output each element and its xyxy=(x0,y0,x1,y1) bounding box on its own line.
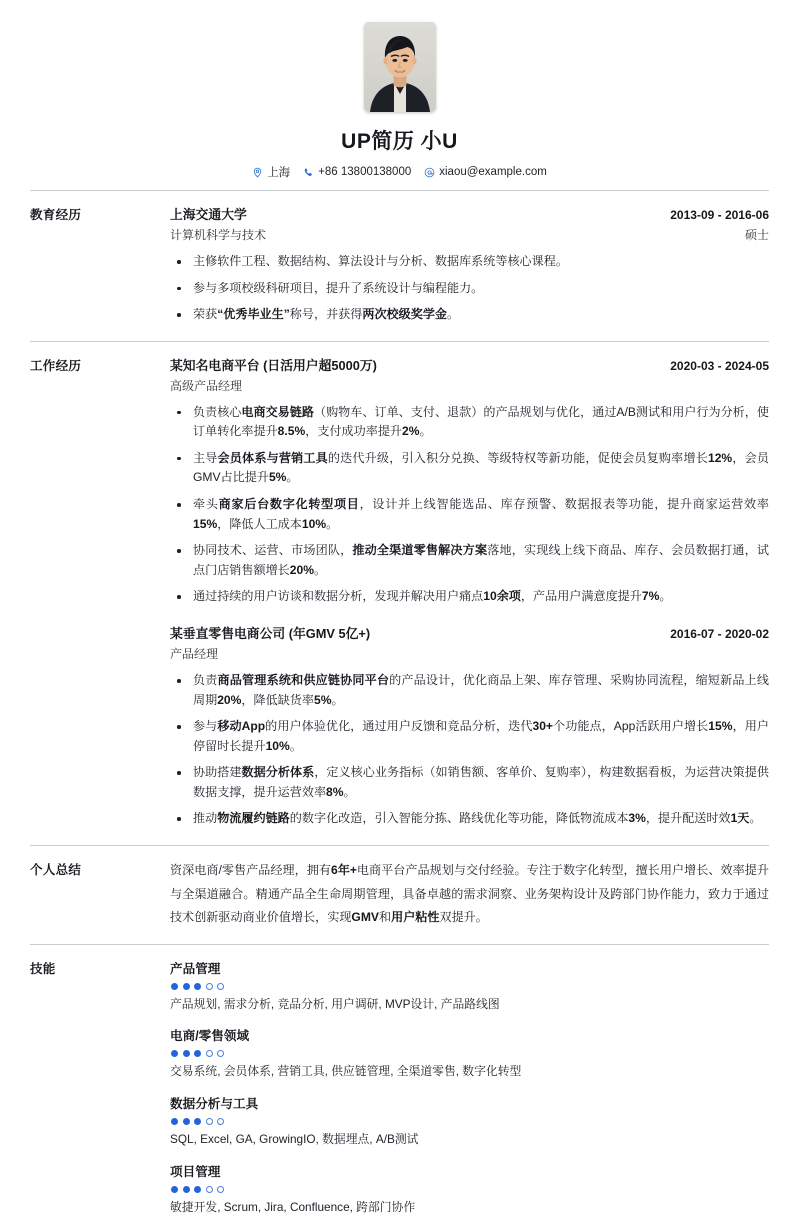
body-text: 的迭代升级，引入积分兑换、等级特权等新功能，促使会员复购率增长 xyxy=(327,450,708,465)
organization-name: 某垂直零售电商公司 (年GMV 5亿+) xyxy=(170,625,371,641)
rating-dot-empty xyxy=(206,1118,213,1125)
role-title: 高级产品经理 xyxy=(170,378,243,393)
date-range: 2020-03 - 2024-05 xyxy=(670,358,769,373)
contact-email-text: xiaou@example.com xyxy=(439,166,547,178)
rating-dot-empty xyxy=(206,983,213,990)
body-text: 荣获 xyxy=(193,307,218,322)
body-text: 主导 xyxy=(193,450,218,465)
achievement-list xyxy=(170,671,769,829)
entry-subheader xyxy=(170,226,769,243)
emphasis-text: 物流履约链路 xyxy=(217,811,290,826)
body-text: 的产品设计，优化商品上架、库存管理、采购协同流程，缩短新品上线周期 xyxy=(193,672,769,707)
emphasis-text: 20% xyxy=(217,692,242,707)
skill-level-rating xyxy=(171,1118,769,1125)
emphasis-text: 15% xyxy=(193,516,218,531)
body-text: 通过持续的用户访谈和数据分析，发现并解决用户痛点 xyxy=(193,589,484,604)
emphasis-text: 5% xyxy=(268,470,287,485)
body-text: 的数字化改造，引入智能分拣、路线优化等功能，降低物流成本 xyxy=(289,811,629,826)
rating-dot-filled xyxy=(183,1050,190,1057)
resume-header xyxy=(30,22,769,190)
skill-block xyxy=(170,1025,769,1081)
rating-dot-filled xyxy=(183,1118,190,1125)
emphasis-text: 6年+ xyxy=(330,862,357,877)
body-text: 。 xyxy=(447,307,460,322)
body-text: 。 xyxy=(326,516,339,531)
emphasis-text: 1天 xyxy=(730,811,750,826)
skill-level-rating xyxy=(171,1050,769,1057)
body-text: ，产品用户满意度提升 xyxy=(520,589,642,604)
body-text: ，会员GMV占比提升 xyxy=(193,450,769,485)
section-content xyxy=(170,204,769,327)
body-text: 。 xyxy=(343,784,356,799)
achievement-item xyxy=(170,449,769,488)
body-text: ，支付成功率提升 xyxy=(305,424,403,439)
entry-header xyxy=(170,355,769,374)
emphasis-text: 8% xyxy=(326,784,344,799)
body-text: 落地，实现线上线下商品、库存、会员数据打通，试点门店销售额增长 xyxy=(193,543,769,577)
body-text: 资深电商/零售产品经理，拥有 xyxy=(170,862,331,877)
emphasis-text: 数据分析体系 xyxy=(241,765,315,780)
candidate-name: UP简历 小U xyxy=(341,130,458,153)
skill-category-name: 项目管理 xyxy=(170,1164,221,1179)
profile-photo xyxy=(364,22,436,112)
emphasis-text: 商品管理系统和供应链协同平台 xyxy=(217,672,390,687)
achievement-item xyxy=(170,279,769,299)
body-text: ，降低缺货率 xyxy=(241,692,314,707)
body-text: 的用户体验优化，通过用户反馈和竞品分析，迭代 xyxy=(265,719,533,734)
achievement-item xyxy=(170,495,769,534)
avatar-container xyxy=(30,22,769,112)
contact-phone-text: +86 13800138000 xyxy=(318,166,412,178)
emphasis-text: 2% xyxy=(402,424,420,439)
experience-entry xyxy=(170,623,769,829)
experience-entry xyxy=(170,204,769,325)
body-text: 协助搭建 xyxy=(193,765,242,780)
skill-level-rating xyxy=(171,983,769,990)
body-text: 。 xyxy=(419,424,432,439)
experience-entry xyxy=(170,355,769,607)
emphasis-text: 5% xyxy=(314,692,332,707)
body-text: 负责 xyxy=(193,672,218,687)
skill-category-name: 电商/零售领域 xyxy=(170,1029,250,1044)
skill-category-name: 产品管理 xyxy=(170,961,221,976)
achievement-item xyxy=(170,763,769,802)
emphasis-text: 10% xyxy=(301,516,327,531)
achievement-item xyxy=(170,809,769,829)
emphasis-text: 用户粘性 xyxy=(391,910,440,925)
skill-keywords: 敏捷开发, Scrum, Jira, Confluence, 跨部门协作 xyxy=(170,1199,416,1214)
body-text: 。 xyxy=(749,811,762,826)
section-title: 工作经历 xyxy=(30,358,82,373)
section-content xyxy=(170,958,769,1217)
rating-dot-filled xyxy=(183,1186,190,1193)
contact-location-text: 上海 xyxy=(267,167,291,179)
rating-dot-empty xyxy=(217,1050,224,1057)
body-text: 负责核心 xyxy=(193,404,242,419)
contact-email xyxy=(420,166,551,178)
body-text: 参与 xyxy=(193,719,218,734)
body-text: 称号，并获得 xyxy=(289,307,363,322)
rating-dot-filled xyxy=(171,1050,178,1057)
emphasis-text: “优秀毕业生” xyxy=(217,307,290,322)
summary-paragraph xyxy=(170,859,769,930)
rating-dot-filled xyxy=(171,983,178,990)
skill-keywords: SQL, Excel, GA, GrowingIO, 数据埋点, A/B测试 xyxy=(170,1132,419,1147)
emphasis-text: 20% xyxy=(289,562,314,577)
organization-name: 上海交通大学 xyxy=(170,207,247,222)
body-text: 主修软件工程、数据结构、算法设计与分析、数据库系统等核心课程。 xyxy=(193,254,568,268)
role-title: 产品经理 xyxy=(170,646,219,661)
role-title: 计算机科学与技术 xyxy=(170,228,267,242)
rating-dot-filled xyxy=(171,1118,178,1125)
rating-dot-empty xyxy=(206,1186,213,1193)
achievement-list xyxy=(170,403,769,607)
rating-dot-filled xyxy=(194,1186,201,1193)
skill-level-rating xyxy=(171,1186,769,1193)
date-range: 2013-09 - 2016-06 xyxy=(670,208,769,222)
emphasis-text: 推动全渠道零售解决方案 xyxy=(352,543,488,558)
achievement-item xyxy=(170,587,769,607)
rating-dot-filled xyxy=(194,1050,201,1057)
emphasis-text: 商家后台数字化转型项目 xyxy=(218,497,360,512)
section-content xyxy=(170,859,769,930)
body-text: 和 xyxy=(378,910,392,925)
skill-block xyxy=(170,1161,769,1217)
body-text: 协同技术、运营、市场团队， xyxy=(193,543,353,558)
resume-section xyxy=(30,341,769,845)
resume-section xyxy=(30,190,769,341)
date-range: 2016-07 - 2020-02 xyxy=(670,626,769,641)
emphasis-text: GMV xyxy=(351,910,379,925)
entry-subheader xyxy=(170,377,769,394)
emphasis-text: 15% xyxy=(708,719,733,734)
body-text: ，定义核心业务指标（如销售额、客单价、复购率），构建数据看板，为运营决策提供数据支撑，提升运营效率 xyxy=(193,765,769,799)
rating-dot-empty xyxy=(217,1118,224,1125)
section-title: 技能 xyxy=(30,961,56,976)
emphasis-text: 8.5% xyxy=(277,424,306,439)
rating-dot-empty xyxy=(206,1050,213,1057)
skill-block xyxy=(170,958,769,1014)
body-text: 。 xyxy=(289,738,302,753)
resume-section xyxy=(30,845,769,944)
body-text: （购物车、订单、支付、退款）的产品规划与优化，通过A/B测试和用户行为分析，使订单转化率提升 xyxy=(193,404,769,439)
degree-label: 硕士 xyxy=(744,228,769,242)
section-content xyxy=(170,355,769,831)
rating-dot-filled xyxy=(171,1186,178,1193)
resume-section xyxy=(30,944,769,1230)
section-title: 教育经历 xyxy=(30,208,82,222)
contact-info xyxy=(30,164,769,180)
body-text: 个功能点，App活跃用户增长 xyxy=(553,719,709,734)
entry-header xyxy=(170,204,769,223)
achievement-item xyxy=(170,403,769,442)
emphasis-text: 会员体系与营销工具 xyxy=(217,450,328,465)
entry-header xyxy=(170,623,769,642)
emphasis-text: 7% xyxy=(641,589,660,604)
body-text: 参与多项校级科研项目，提升了系统设计与编程能力。 xyxy=(193,280,484,295)
contact-phone xyxy=(299,166,415,178)
skill-block xyxy=(170,1093,769,1149)
body-text: 推动 xyxy=(193,811,218,826)
contact-location xyxy=(248,164,294,180)
body-text: 牵头 xyxy=(193,497,219,512)
achievement-item xyxy=(170,305,769,325)
rating-dot-filled xyxy=(194,1118,201,1125)
body-text: 。 xyxy=(286,470,299,485)
rating-dot-filled xyxy=(194,983,201,990)
emphasis-text: 10% xyxy=(265,738,290,753)
emphasis-text: 两次校级奖学金 xyxy=(362,307,448,322)
rating-dot-empty xyxy=(217,983,224,990)
emphasis-text: 3% xyxy=(628,811,646,826)
emphasis-text: 30+ xyxy=(532,719,553,734)
body-text: 。 xyxy=(659,589,672,604)
skill-keywords: 交易系统, 会员体系, 营销工具, 供应链管理, 全渠道零售, 数字化转型 xyxy=(170,1064,522,1079)
body-text: ，降低人工成本 xyxy=(217,516,302,531)
body-text: ，用户停留时长提升 xyxy=(193,719,769,753)
body-text: ，提升配送时效 xyxy=(645,811,731,826)
phone-icon xyxy=(303,167,314,178)
achievement-item xyxy=(170,252,769,272)
email-at-icon xyxy=(424,167,435,178)
entry-subheader xyxy=(170,645,769,662)
emphasis-text: 10余项 xyxy=(483,589,521,604)
emphasis-text: 移动App xyxy=(217,719,266,734)
skill-category-name: 数据分析与工具 xyxy=(170,1097,259,1112)
organization-name: 某知名电商平台 (日活用户超5000万) xyxy=(170,357,377,373)
body-text: 双提升。 xyxy=(439,910,488,925)
emphasis-text: 12% xyxy=(707,450,733,465)
emphasis-text: 电商交易链路 xyxy=(241,404,314,419)
location-pin-icon xyxy=(252,167,263,178)
body-text: 。 xyxy=(313,562,327,577)
rating-dot-empty xyxy=(217,1186,224,1193)
rating-dot-filled xyxy=(183,983,190,990)
body-text: 电商平台产品规划与交付经验。专注于数字化转型，擅长用户增长、效率提升与全渠道融合。精通产品全生命周期管理，具备卓越的需求洞察、业务架构设计及跨部门协作能力，致力于通过技术创新驱动商业价值增长，实现 xyxy=(170,862,769,925)
skill-keywords: 产品规划, 需求分析, 竞品分析, 用户调研, MVP设计, 产品路线图 xyxy=(170,996,500,1011)
achievement-item xyxy=(170,541,769,580)
body-text: 。 xyxy=(331,692,344,707)
body-text: ，设计并上线智能选品、库存预警、数据报表等功能，提升商家运营效率 xyxy=(359,497,769,512)
resume-sections xyxy=(30,190,769,1230)
section-title: 个人总结 xyxy=(30,862,82,877)
achievement-list xyxy=(170,252,769,325)
achievement-item xyxy=(170,671,769,710)
achievement-item xyxy=(170,717,769,756)
